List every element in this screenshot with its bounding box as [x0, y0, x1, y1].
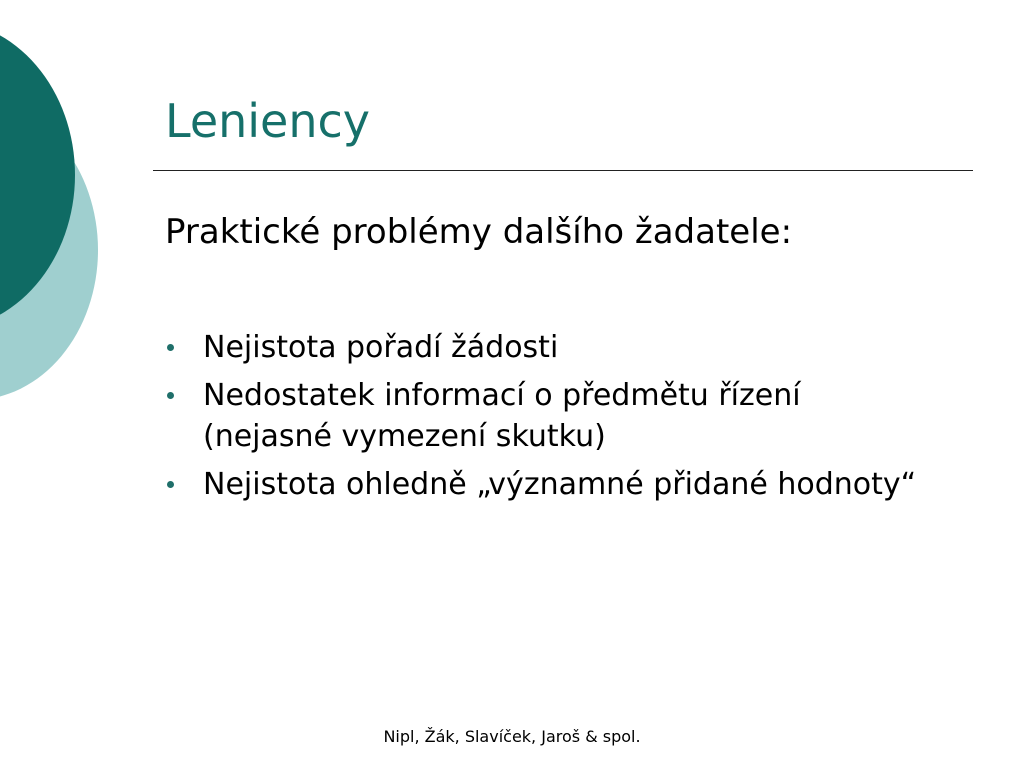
bullet-dot-icon: [167, 344, 174, 351]
bullet-text: Nejistota pořadí žádosti: [203, 330, 559, 365]
slide-footer: Nipl, Žák, Slavíček, Jaroš & spol.: [383, 727, 641, 746]
bullet-item: [165, 327, 925, 368]
bullet-text: Nedostatek informací o předmětu řízení (nejasné vymezení skutku): [203, 378, 801, 454]
bullet-item: [165, 375, 925, 457]
bullet-item: [165, 464, 925, 505]
bullet-dot-icon: [167, 392, 174, 399]
title-divider: [153, 170, 973, 171]
bullet-list: [165, 327, 925, 512]
bullet-dot-icon: [167, 481, 174, 488]
slide-title: Leniency: [165, 94, 371, 148]
bullet-text: Nejistota ohledně „významné přidané hodnoty“: [203, 467, 917, 502]
slide-subtitle: Praktické problémy dalšího žadatele:: [165, 212, 793, 252]
